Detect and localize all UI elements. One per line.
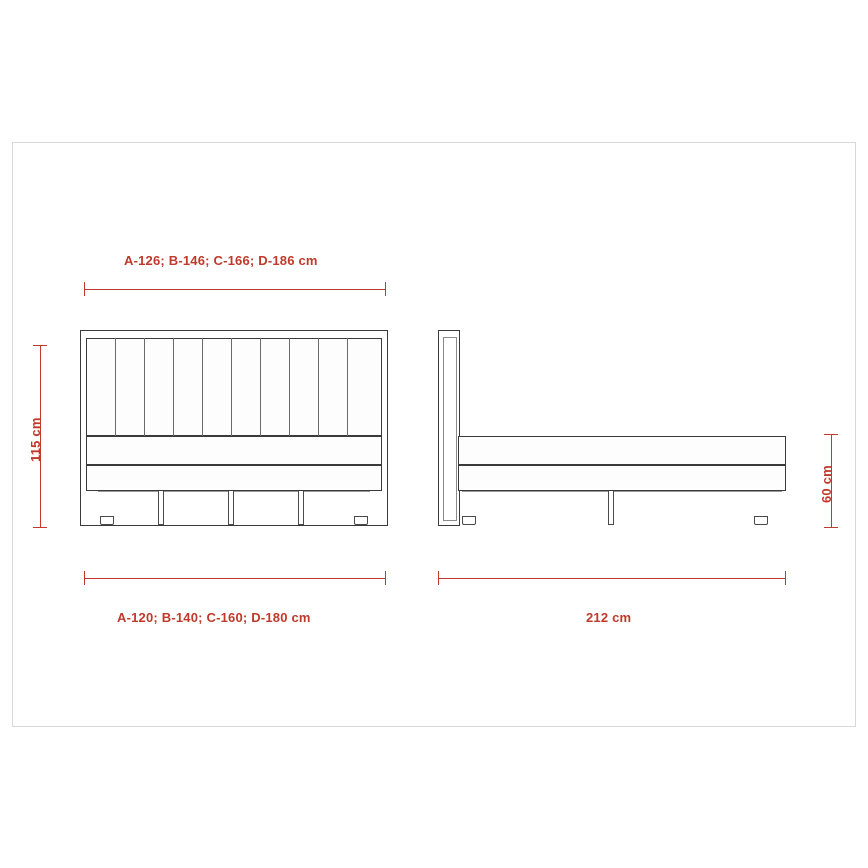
headboard-slat — [260, 338, 261, 436]
headboard-slat — [289, 338, 290, 436]
length-tick-right — [785, 571, 786, 585]
top-width-tick-left — [84, 282, 85, 296]
right-height-label: 60 cm — [819, 465, 834, 503]
headboard-slat — [347, 338, 348, 436]
front-mattress — [86, 436, 382, 465]
bottom-width-tick-right — [385, 571, 386, 585]
top-width-label: A-126; B-146; C-166; D-186 cm — [124, 253, 318, 268]
headboard-slat — [231, 338, 232, 436]
bottom-width-line — [84, 578, 386, 579]
length-label: 212 cm — [586, 610, 632, 625]
length-line — [438, 578, 786, 579]
front-base — [86, 465, 382, 491]
headboard-slat — [202, 338, 203, 436]
side-corner-foot — [462, 516, 476, 525]
front-headboard — [86, 338, 382, 436]
front-leg — [298, 491, 304, 525]
left-height-label: 115 cm — [28, 417, 43, 462]
right-height-tick-bottom — [824, 527, 838, 528]
side-headboard — [438, 330, 460, 526]
front-leg — [228, 491, 234, 525]
headboard-slat — [115, 338, 116, 436]
headboard-slat — [173, 338, 174, 436]
right-height-tick-top — [824, 434, 838, 435]
front-leg — [158, 491, 164, 525]
side-mattress — [458, 436, 786, 465]
front-underframe-line — [98, 491, 370, 492]
side-corner-foot — [754, 516, 768, 525]
left-height-tick-top — [33, 345, 47, 346]
front-view — [80, 330, 388, 528]
headboard-slat — [144, 338, 145, 436]
left-height-tick-bottom — [33, 527, 47, 528]
top-width-tick-right — [385, 282, 386, 296]
top-width-line — [84, 289, 386, 290]
side-leg — [608, 491, 614, 525]
headboard-slat — [318, 338, 319, 436]
bottom-width-label: A-120; B-140; C-160; D-180 cm — [117, 610, 311, 625]
side-headboard-inner — [443, 337, 457, 521]
length-tick-left — [438, 571, 439, 585]
side-view — [438, 330, 786, 528]
side-underframe-line — [462, 491, 782, 492]
side-base — [458, 465, 786, 491]
bottom-width-tick-left — [84, 571, 85, 585]
front-corner-foot — [100, 516, 114, 525]
front-corner-foot — [354, 516, 368, 525]
